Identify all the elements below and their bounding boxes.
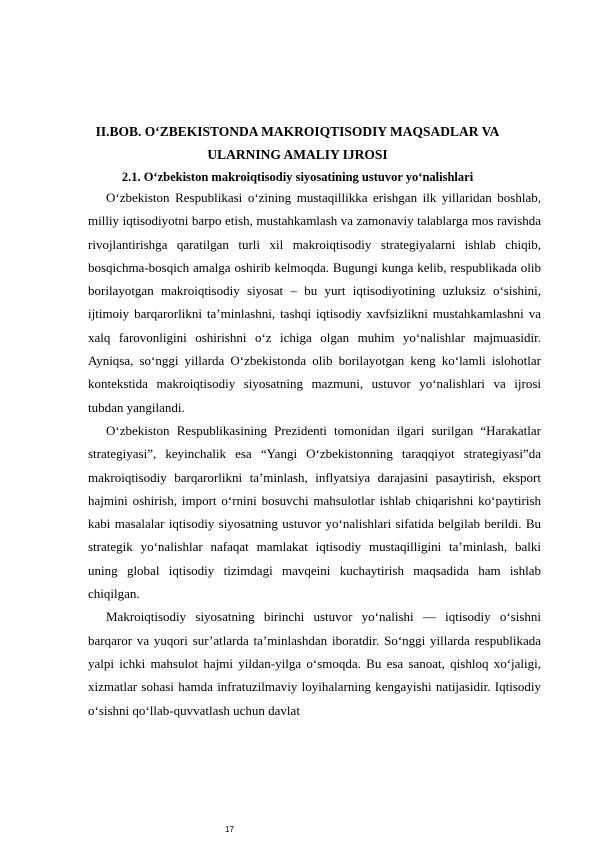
chapter-title-line-2: ULARNING AMALIY IJROSI xyxy=(207,147,388,162)
body-text xyxy=(88,186,541,722)
section-title: 2.1. O‘zbekiston makroiqtisodiy siyosatining ustuvor yo‘nalishlari xyxy=(121,170,474,184)
chapter-title-line-1: II.BOB. O‘ZBEKISTONDA MAKROIQTISODIY MAQSADLAR VA xyxy=(95,124,500,139)
paragraph-3: Makroiqtisodiy siyosatning birinchi ustuvor yo‘nalishi — iqtisodiy o‘sishni barqaror va yuqori sur’atlarda ta’minlashdan iboratdir. So‘nggi yillarda respublikada yalpi ichki mahsulot hajmi yildan-yilga o‘smoqda. Bu esa sanoat, qishloq xo‘jaligi, xizmatlar sohasi hamda infratuzilmaviy loyihalarning kengayishi natijasidir. Iqtisodiy o‘sishni qo‘llab-quvvatlash uchun davlat xyxy=(88,609,541,718)
chapter-title xyxy=(60,120,535,166)
paragraph-2: O‘zbekiston Respublikasining Prezidenti tomonidan ilgari surilgan “Harakatlar strategiyasi”, keyinchalik esa “Yangi O‘zbekistonning taraqqiyot strategiyasi”da makroiqtisodiy barqarorlikni ta’minlash, inflyatsiya darajasini pasaytirish, eksport hajmini oshirish, import o‘rnini bosuvchi mahsulotlar ishlab chiqarishni ko‘paytirish kabi masalalar iqtisodiy siyosatning ustuvor yo‘nalishlari sifatida belgilab berildi. Bu strategik yo‘nalishlar nafaqat mamlakat iqtisodiy mustaqilligini ta’minlash, balki uning global iqtisodiy tizimdagi mavqeini kuchaytirish maqsadida ham ishlab chiqilgan. xyxy=(88,422,541,602)
page-number: 17 xyxy=(225,825,234,834)
paragraph-1: O‘zbekiston Respublikasi o‘zining mustaqillikka erishgan ilk yillaridan boshlab, milliy iqtisodiyotni barpo etish, mustahkamlash va zamonaviy talablarga mos ravishda rivojlantirishga qaratilgan turli xil makroiqtisodiy strategiyalarni ishlab chiqib, bosqichma-bosqich amalga oshirib kelmoqda. Bugungi kunga kelib, respublikada olib borilayotgan makroiqtisodiy siyosat – bu yurt iqtisodiyotining uzluksiz o‘sishini, ijtimoiy barqarorlikni ta’minlashni, tashqi iqtisodiy xavfsizlikni mustahkamlashni va xalq farovonligini oshirishni o‘z ichiga olgan muhim yo‘nalishlar majmuasidir. Ayniqsa, so‘nggi yillarda O‘zbekistonda olib borilayotgan keng ko‘lamli islohotlar kontekstida makroiqtisodiy siyosatning mazmuni, ustuvor yo‘nalishlari va ijrosi tubdan yangilandi. xyxy=(88,190,541,415)
